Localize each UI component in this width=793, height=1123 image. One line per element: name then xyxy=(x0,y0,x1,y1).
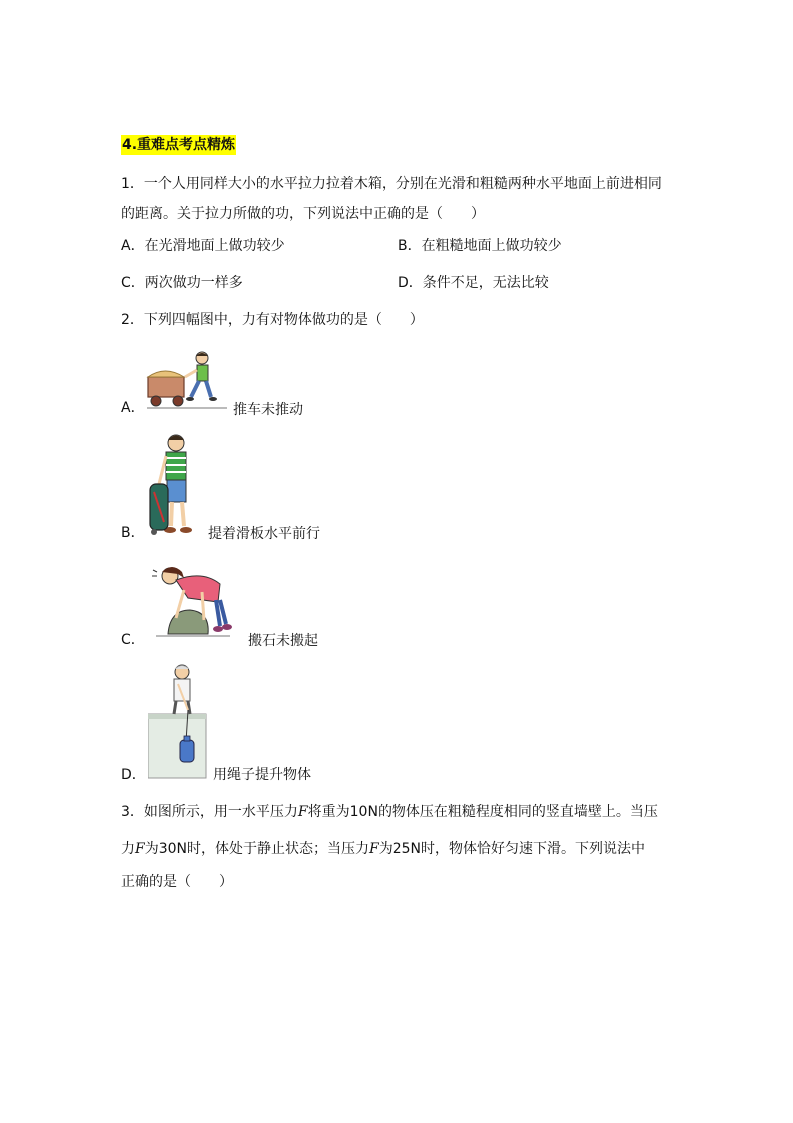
q3-line2-part-b: 为 xyxy=(144,841,159,857)
q2-option-b-letter: B． xyxy=(121,525,145,541)
q2-option-c-caption: 搬石未搬起 xyxy=(248,633,318,649)
q3-force-value-1: 30N xyxy=(158,841,188,857)
q1-stem-line2: 的距离。关于拉力所做的功，下列说法中正确的是（ ） xyxy=(121,206,485,222)
q2-option-a-caption: 推车未推动 xyxy=(233,402,303,418)
q3-line2-part-a: 力 xyxy=(121,841,135,857)
q3-line2-part-c: 时，体处于静止状态；当压力 xyxy=(187,841,370,857)
q1-option-c: C．两次做功一样多 xyxy=(121,275,243,291)
q3-line1-part-c: 的物体压在粗糙程度相同的竖直墙壁上。当压 xyxy=(377,804,658,820)
boy-pushing-cart-icon xyxy=(145,350,230,412)
boy-carrying-skateboard-icon xyxy=(148,432,206,540)
q1-option-a: A．在光滑地面上做功较少 xyxy=(121,238,285,254)
q3-stem-line2 xyxy=(121,839,645,859)
q3-force-value-2: 25N xyxy=(392,841,422,857)
q3-line2-part-d: 为 xyxy=(378,841,393,857)
q2-option-d-letter: D． xyxy=(121,767,146,783)
q2-stem: 2．下列四幅图中，力有对物体做功的是（ ） xyxy=(121,312,424,328)
section-heading: 4.重难点考点精炼 xyxy=(122,137,236,153)
q3-force-symbol-3: F xyxy=(369,841,379,857)
q3-weight-value: 10N xyxy=(349,804,378,820)
q3-stem-line3: 正确的是（ ） xyxy=(121,874,233,890)
q1-stem-line1: 1．一个人用同样大小的水平拉力拉着木箱，分别在光滑和粗糙两种水平地面上前进相同 xyxy=(121,176,662,192)
girl-lifting-rock-icon xyxy=(148,562,233,642)
q1-option-d: D．条件不足，无法比较 xyxy=(398,275,549,291)
q3-line2-part-e: 时，物体恰好匀速下滑。下列说法中 xyxy=(421,841,646,857)
q2-option-a-letter: A． xyxy=(121,400,145,416)
q3-line1-part-a: 3．如图所示，用一水平压力 xyxy=(121,804,298,820)
q2-option-c-letter: C． xyxy=(121,632,145,648)
q3-force-symbol-2: F xyxy=(135,841,145,857)
q1-option-b: B．在粗糙地面上做功较少 xyxy=(398,238,562,254)
q2-option-d-caption: 用绳子提升物体 xyxy=(213,767,311,783)
q3-stem-line1 xyxy=(121,802,658,822)
q2-option-b-caption: 提着滑板水平前行 xyxy=(208,526,320,542)
q3-line1-part-b: 将重为 xyxy=(307,804,350,820)
man-lifting-bucket-icon xyxy=(148,662,210,780)
q3-force-symbol: F xyxy=(297,804,308,820)
